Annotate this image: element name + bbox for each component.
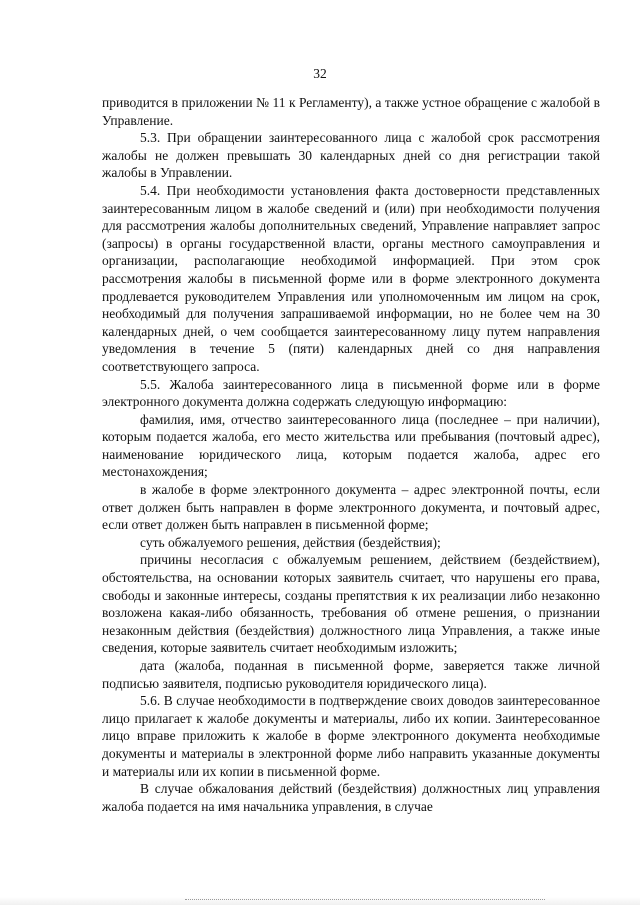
list-item-essence: суть обжалуемого решения, действия (бездействия); (140, 534, 441, 550)
list-item-reasons: причины несогласия с обжалуемым решением, действием (бездействием), обстоятельства, на основании которых заявитель считает, что нарушены его права, свободы и законные интересы, созданы препятствия к их реализации либо незаконно возложена какая-либо обязанность, требования об отмене решения, о признании незаконным действия (бездействия) должностного лица Управления, а также иные сведения, которые заявитель считает необходимым изложить; (102, 552, 600, 656)
paragraph-5-3: 5.3. При обращении заинтересованного лица с жалобой срок рассмотрения жалобы не должен превышать 30 календарных дней со дня регистрации такой жалобы в Управлении. (102, 130, 600, 181)
document-body (102, 94, 600, 815)
page-number: 32 (313, 66, 327, 81)
paragraph-5-6: 5.6. В случае необходимости в подтверждение своих доводов заинтересованное лицо прилагает к жалобе документы и материалы, либо их копии. Заинтересованное лицо вправе приложить к жалобе в форме электронного документа необходимые документы и материалы в электронной форме либо направить указанные документы и материалы или их копии в письменной форме. (102, 693, 600, 779)
scan-artifact-line (185, 899, 545, 903)
paragraph-5-5: 5.5. Жалоба заинтересованного лица в письменной форме или в форме электронного документа должна содержать следующую информацию: (102, 376, 600, 410)
paragraph-5-4: 5.4. При необходимости установления факта достоверности представленных заинтересованным лицом в жалобе сведений и (или) при необходимости получения для рассмотрения жалобы дополнительных сведений, Управление направляет запрос (запросы) в органы государственной власти, органы местного самоуправления и организации, располагающие необходимой информацией. При этом срок рассмотрения жалобы в письменной форме или в форме электронного документа продлевается руководителем Управления или уполномоченным им лицом на срок, необходимый для получения запрашиваемой информации, но не более чем на 30 календарных дней, о чем сообщается заинтересованному лицу путем направления уведомления в течение 5 (пяти) календарных дней со дня направления соответствующего запроса. (102, 182, 600, 374)
paragraph-appeal-officials: В случае обжалования действий (бездействия) должностных лиц управления жалоба подается на имя начальника управления, в случае (102, 781, 600, 814)
list-item-date: дата (жалоба, поданная в письменной форме, заверяется также личной подписью заявителя, подписью руководителя юридического лица). (102, 658, 600, 691)
paragraph-continuation: приводится в приложении № 11 к Регламенту), а также устное обращение с жалобой в Управление. (102, 95, 600, 128)
list-item-electronic-address: в жалобе в форме электронного документа – адрес электронной почты, если ответ должен быть направлен в форме электронного документа, и почтовый адрес, если ответ должен быть направлен в письменной форме; (102, 482, 600, 533)
list-item-name-address: фамилия, имя, отчество заинтересованного лица (последнее – при наличии), которым подается жалоба, его место жительства или пребывания (почтовый адрес), наименование юридического лица, которым подается жалоба, адрес его местонахождения; (102, 411, 600, 480)
